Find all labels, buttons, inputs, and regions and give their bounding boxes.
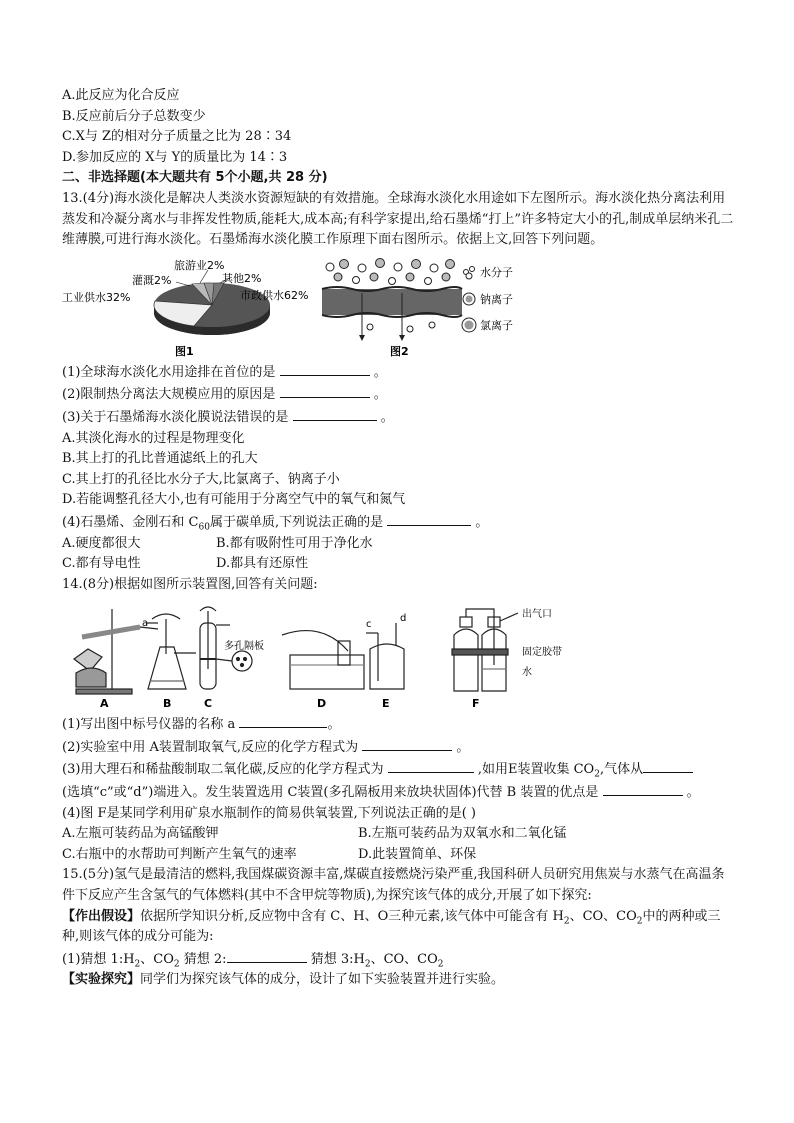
experiment-text: 同学们为探究该气体的成分，设计了如下实验装置并进行实验。	[140, 972, 505, 988]
q13-stem: 13.(4分)海水淡化是解决人类淡水资源短缺的有效措施。全球海水淡化水用途如下左图所示。海水淡化热分离法利用蒸发和冷凝分离水与非挥发性物质,能耗大,成本高;有科学家提出,给石墨烯“打上”许多特定大小的孔,制成单层纳米孔二维薄膜,可进行海水淡化。石墨烯海水淡化膜工作原理下面右图所示。依据上文,回答下列问题。	[62, 190, 734, 248]
exam-page	[62, 86, 734, 991]
q13-sub2-end: 。	[373, 387, 387, 403]
q14-stem: 14.(8分)根据如图所示装置图,回答有关问题:	[62, 576, 318, 592]
legend-chloride-ion: 氯离子	[480, 318, 513, 332]
q14-sub3-blank2[interactable]	[643, 758, 693, 773]
q14-sub4-option-b: B.左瓶可装药品为双氧水和二氧化锰	[358, 826, 567, 842]
q13-sub3-end: 。	[380, 409, 394, 425]
apparatus-label-f: F	[472, 697, 480, 711]
q13-sub3-option-a: A.其淡化海水的过程是物理变化	[62, 430, 245, 446]
pie-label-municipal: 市政供水62%	[240, 288, 309, 302]
apparatus-label-d: D	[317, 697, 327, 711]
apparatus-b	[146, 614, 196, 689]
hypothesis-sub-h2: 2	[563, 916, 570, 927]
apparatus-e	[366, 623, 404, 689]
hypothesis-tag: 【作出假设】	[62, 908, 141, 924]
q13-sub4-options-row2	[62, 554, 734, 575]
legend-water-molecule: 水分子	[480, 265, 513, 279]
q13-sub1-end: 。	[373, 364, 387, 380]
q14-sub3-blank3[interactable]	[603, 781, 683, 796]
q14-sub4-options-row2	[62, 845, 734, 866]
legend-sodium-ion: 钠离子	[480, 292, 513, 306]
section-title: 二、非选择题(本大题共有 5个小题,共 28 分)	[62, 170, 328, 186]
q14-sub1-blank[interactable]	[239, 713, 327, 728]
fig2-legend	[462, 266, 476, 332]
apparatus-label-port-c: c	[366, 619, 372, 631]
q15-guesses	[62, 948, 734, 971]
guess3-text2: 、CO、CO	[370, 951, 438, 967]
q13-sub3	[62, 406, 734, 429]
guess3-text: 猜想 3:H	[310, 951, 365, 967]
q14-sub3-subscript: 2	[594, 770, 600, 781]
q13-sub4-text2: 属于碳单质,下列说法正确的是	[209, 514, 384, 530]
q13-sub1	[62, 361, 734, 384]
apparatus-label-c: C	[204, 697, 213, 711]
q13-sub3-text: (3)关于石墨烯海水淡化膜说法错误的是	[62, 409, 289, 425]
q13-sub4-option-d: D.都具有还原性	[216, 556, 309, 572]
q13-sub4	[62, 511, 734, 534]
pie-label-irrigation: 灌溉2%	[132, 273, 172, 287]
q14-sub3-end: 。	[686, 785, 700, 801]
guess3-sub2: 2	[437, 959, 444, 970]
q13-sub1-blank[interactable]	[280, 361, 370, 376]
q14-sub3-text4: (选填“c”或“d”)端进入。发生装置选用 C装置(多孔隔板用来放块状固体)代替 B 装置的优点是	[62, 785, 599, 801]
q12-option-b: B.反应前后分子总数变少	[62, 108, 206, 124]
q14-sub3-text2: ,如用E装置收集 CO	[477, 762, 595, 778]
guess1-text: (1)猜想 1:H	[62, 951, 135, 967]
q14-sub3-text: (3)用大理石和稀盐酸制取二氧化碳,反应的化学方程式为	[62, 762, 384, 778]
q13-sub2-blank[interactable]	[280, 383, 370, 398]
apparatus-label-a: A	[100, 697, 109, 711]
q14-sub4-options-row1	[62, 824, 734, 845]
q14-sub3	[62, 758, 734, 781]
q13-sub2	[62, 383, 734, 406]
apparatus-label-instrument-a: a	[142, 618, 149, 630]
q14-sub3-blank1[interactable]	[388, 758, 474, 773]
pie-label-other: 其他2%	[222, 271, 262, 285]
q14-sub3-cont	[62, 781, 734, 804]
q15-stem: 15.(5分)氢气是最清洁的燃料,我国煤碳资源丰富,煤碳直接燃烧污染严重,我国科研人员研究用焦炭与水蒸气在高温条件下反应产生含氢气的气体燃料(其中不含甲烷等物质),为探究该气体的成分,开展了如下探究:	[62, 867, 725, 904]
q13-figures	[62, 255, 734, 359]
outlet-label: 出气口	[522, 609, 552, 621]
guess1-text2: 、CO	[140, 951, 174, 967]
q12-option-d: D.参加反应的 X与 Y的质量比为 14∶3	[62, 149, 288, 165]
hypothesis-text2: 、CO、CO	[569, 908, 637, 924]
guess1-sub2: 2	[173, 959, 180, 970]
apparatus-f	[452, 609, 518, 691]
q14-sub4-option-c: C.右瓶中的水帮助可判断产生氧气的速率	[62, 846, 297, 862]
q14-sub1	[62, 713, 734, 736]
experiment-tag: 【实验探究】	[62, 972, 141, 988]
q13-sub4-blank[interactable]	[387, 511, 471, 526]
q13-sub3-option-c: C.其上打的孔径比水分子大,比氯离子、钠离子小	[62, 471, 340, 487]
q13-sub3-option-d: D.若能调整孔径大小,也有可能用于分离空气中的氧气和氮气	[62, 492, 406, 508]
guess1-sub: 2	[134, 959, 141, 970]
q13-sub4-option-b: B.都有吸附性可用于净化水	[216, 535, 373, 551]
q15-hypothesis	[62, 907, 734, 948]
q14-sub2-blank[interactable]	[362, 736, 452, 751]
guess3-sub: 2	[364, 959, 371, 970]
hypothesis-text1: 依据所学知识分析,反应物中含有 C、H、O三种元素,该气体中可能含有 H	[140, 908, 564, 924]
q13-sub2-text: (2)限制热分离法大规模应用的原因是	[62, 387, 276, 403]
pie-label-tourism: 旅游业2%	[174, 258, 225, 272]
q12-option-a: A.此反应为化合反应	[62, 88, 180, 103]
fig2-caption: 图2	[390, 344, 409, 358]
q13-figure-svg	[62, 255, 522, 359]
fig1-caption: 图1	[175, 344, 194, 358]
water-label: 水	[522, 667, 532, 679]
q15-experiment	[62, 970, 734, 991]
q14-figure	[62, 599, 734, 711]
apparatus-d	[282, 631, 364, 689]
hypothesis-text3: 中的两种或三种,则该气体的成分可能为:	[62, 908, 721, 945]
graphene-membrane-fig2	[322, 258, 462, 341]
q13-sub4-option-a: A.硬度都很大	[62, 535, 141, 551]
apparatus-label-port-d: d	[400, 613, 407, 625]
q13-sub4-end: 。	[475, 514, 489, 530]
pie-label-industry: 工业供水32%	[62, 290, 131, 304]
q13-sub4-options-row1	[62, 534, 734, 555]
q14-sub4: (4)图 F是某同学利用矿泉水瓶制作的简易供氧装置,下列说法正确的是( )	[62, 805, 476, 821]
guess2-blank[interactable]	[227, 948, 307, 963]
q13-sub1-text: (1)全球海水淡化水用途排在首位的是	[62, 364, 276, 380]
apparatus-label-b: B	[163, 697, 172, 711]
q13-sub3-blank[interactable]	[293, 406, 377, 421]
q13-sub3-option-b: B.其上打的孔比普通滤纸上的孔大	[62, 451, 258, 467]
q14-sub2	[62, 736, 734, 759]
tape-label: 固定胶带	[522, 647, 562, 659]
q14-sub4-option-a: A.左瓶可装药品为高锰酸钾	[62, 826, 219, 842]
apparatus-svg	[62, 599, 562, 711]
apparatus-label-e: E	[382, 697, 390, 711]
q13-sub4-option-c: C.都有导电性	[62, 556, 141, 572]
q14-sub3-text3: ,气体从	[599, 762, 644, 778]
q14-sub1-text: (1)写出图中标号仪器的名称 a	[62, 717, 236, 733]
q13-sub4-text: (4)石墨烯、金刚石和 C	[62, 514, 199, 530]
hypothesis-sub-co2: 2	[636, 916, 643, 927]
q14-sub1-end: 。	[327, 717, 341, 733]
q14-sub2-text: (2)实验室中用 A装置制取氧气,反应的化学方程式为	[62, 739, 359, 755]
guess2-text: 猜想 2:	[183, 951, 227, 967]
q12-option-c: C.X与 Z的相对分子质量之比为 28∶34	[62, 129, 292, 145]
q14-sub2-end: 。	[456, 739, 470, 755]
q13-sub4-subscript: 60	[198, 522, 210, 533]
q14-sub4-option-d: D.此装置简单、环保	[358, 846, 477, 862]
porous-plate-label: 多孔隔板	[224, 641, 264, 653]
